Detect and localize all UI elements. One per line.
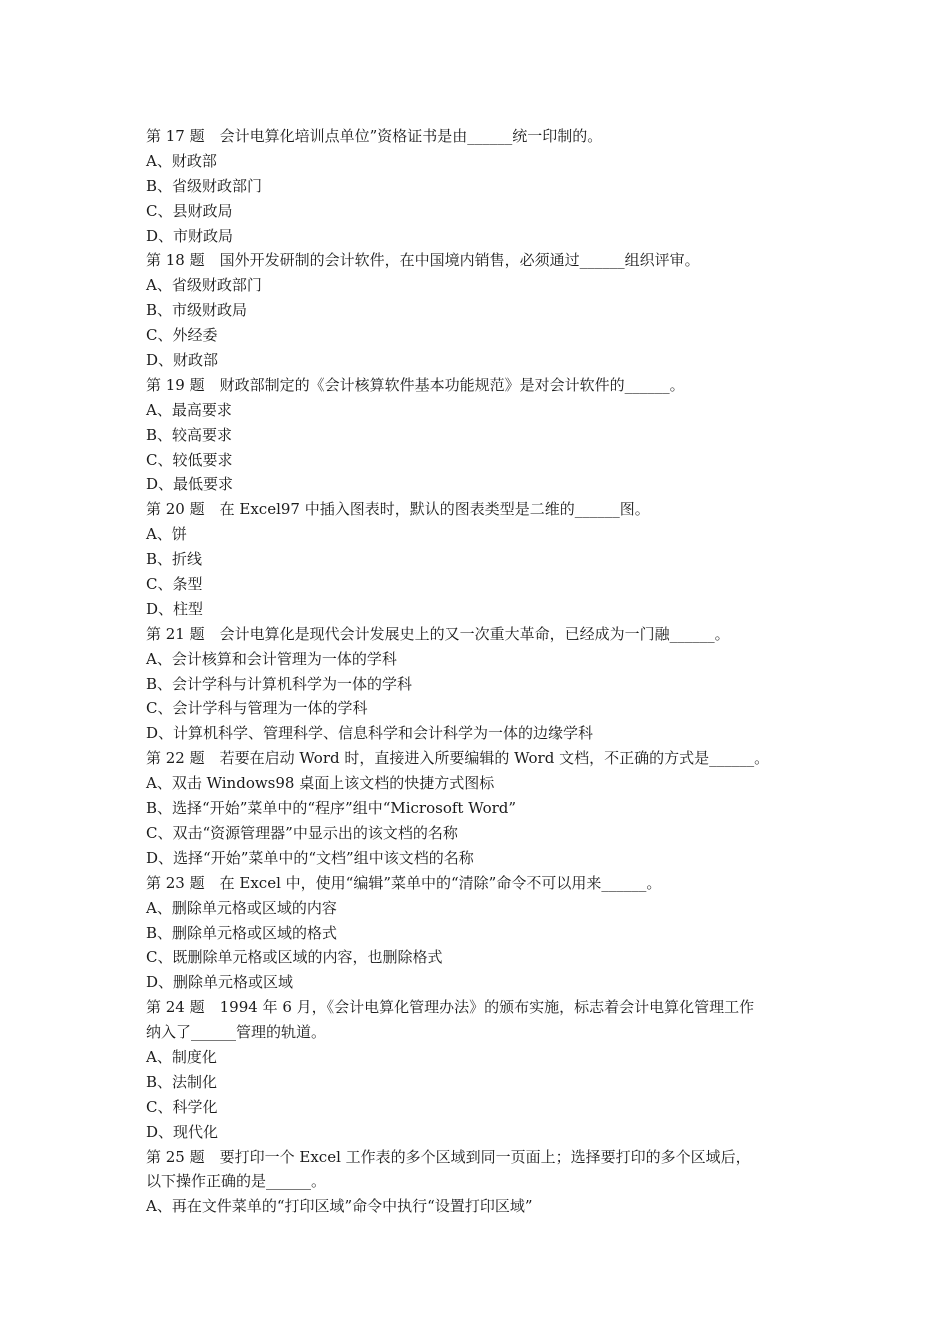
option-c: C、较低要求	[146, 450, 233, 469]
option-a: A、删除单元格或区域的内容	[146, 898, 337, 917]
option-d: D、计算机科学、管理科学、信息科学和会计科学为一体的边缘学科	[146, 724, 594, 743]
question-22	[146, 746, 810, 870]
option-b: B、较高要求	[146, 425, 233, 444]
question-23	[146, 871, 810, 995]
question-18	[146, 248, 810, 372]
question-stem-line-1: 第 25 题 要打印一个 Excel 工作表的多个区域到同一页面上；选择要打印的多个区域后，	[146, 1147, 751, 1166]
option-a: A、制度化	[146, 1047, 217, 1066]
option-d: D、最低要求	[146, 475, 234, 494]
option-c: C、条型	[146, 575, 203, 594]
option-d: D、选择“开始”菜单中的“文档”组中该文档的名称	[146, 848, 474, 867]
question-stem: 第 20 题 在 Excel97 中插入图表时，默认的图表类型是二维的______图。	[146, 500, 650, 519]
option-d: D、市财政局	[146, 226, 234, 245]
option-a: A、省级财政部门	[146, 276, 262, 295]
option-c: C、双击“资源管理器”中显示出的该文档的名称	[146, 823, 458, 842]
option-b: B、省级财政部门	[146, 176, 263, 195]
question-19	[146, 373, 810, 497]
option-c: C、县财政局	[146, 201, 233, 220]
option-c: C、外经委	[146, 326, 218, 345]
question-21	[146, 622, 810, 746]
option-c: C、会计学科与管理为一体的学科	[146, 699, 368, 718]
option-a: A、双击 Windows98 桌面上该文档的快捷方式图标	[146, 774, 495, 793]
question-20	[146, 497, 810, 621]
option-a: A、会计核算和会计管理为一体的学科	[146, 649, 397, 668]
option-d: D、现代化	[146, 1122, 219, 1141]
option-a: A、财政部	[146, 151, 217, 170]
question-stem: 第 18 题 国外开发研制的会计软件，在中国境内销售，必须通过______组织评审。	[146, 251, 700, 270]
option-d: D、财政部	[146, 351, 219, 370]
question-stem: 第 17 题 会计电算化培训点单位”资格证书是由______统一印制的。	[146, 127, 603, 145]
option-d: D、删除单元格或区域	[146, 973, 294, 992]
question-stem-line-1: 第 24 题 1994 年 6 月，《会计电算化管理办法》的颁布实施，标志着会计电算化管理工作	[146, 998, 755, 1017]
question-stem-line-2: 以下操作正确的是______。	[146, 1172, 327, 1191]
question-24	[146, 995, 810, 1144]
question-stem: 第 19 题 财政部制定的《会计核算软件基本功能规范》是对会计软件的______。	[146, 375, 685, 394]
option-a: A、饼	[146, 525, 187, 544]
option-c: C、科学化	[146, 1097, 218, 1116]
option-b: B、删除单元格或区域的格式	[146, 923, 338, 942]
question-17	[146, 124, 810, 248]
option-b: B、法制化	[146, 1072, 218, 1091]
option-a: A、最高要求	[146, 400, 232, 419]
option-d: D、柱型	[146, 599, 204, 618]
question-25	[146, 1145, 810, 1220]
option-c: C、既删除单元格或区域的内容，也删除格式	[146, 948, 443, 967]
option-a: A、再在文件菜单的“打印区域”命令中执行“设置打印区域”	[146, 1197, 533, 1216]
option-b: B、选择“开始”菜单中的“程序”组中“Microsoft Word”	[146, 799, 517, 818]
question-stem: 第 22 题 若要在启动 Word 时，直接进入所要编辑的 Word 文档，不正确的方式是______。	[146, 749, 770, 768]
option-b: B、会计学科与计算机科学为一体的学科	[146, 674, 413, 693]
question-stem-line-2: 纳入了______管理的轨道。	[146, 1023, 327, 1042]
option-b: B、市级财政局	[146, 301, 248, 320]
option-b: B、折线	[146, 550, 203, 569]
question-stem: 第 23 题 在 Excel 中，使用“编辑”菜单中的“清除”命令不可以用来______。	[146, 873, 662, 892]
document-page	[146, 124, 810, 1219]
question-stem: 第 21 题 会计电算化是现代会计发展史上的又一次重大革命，已经成为一门融______。	[146, 624, 730, 643]
